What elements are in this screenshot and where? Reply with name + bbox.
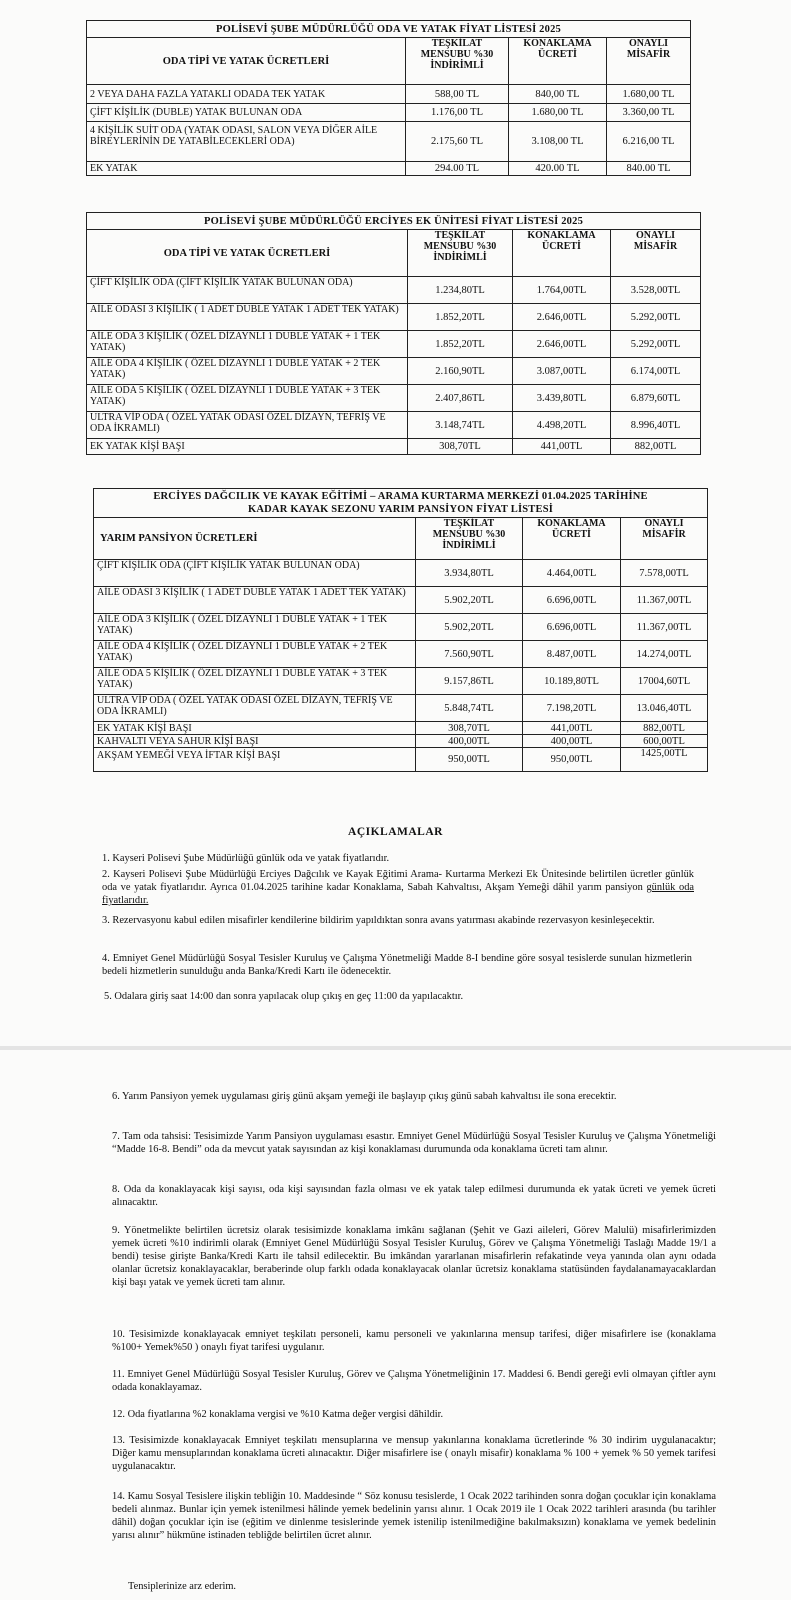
table-title: ERCİYES DAĞCILIK VE KAYAK EĞİTİMİ – ARAMA KURTARMA MERKEZİ 01.04.2025 TARİHİNE KADAR KAYAK SEZONU YARIM PANSİYON FİYAT LİSTESİ (94, 489, 708, 518)
room-name: ÇİFT KİŞİLİK ODA (ÇİFT KİŞİLİK YATAK BULUNAN ODA) (87, 277, 408, 304)
guest-price: 17004,60TL (621, 668, 708, 695)
price-table-ski-season-half-board (93, 488, 708, 772)
header-room-type: ODA TİPİ VE YATAK ÜCRETLERİ (87, 230, 408, 277)
accommodation-price: 400,00TL (523, 735, 621, 748)
price-table-erciyes-annex (86, 212, 701, 455)
member-price: 5.902,20TL (416, 587, 523, 614)
accommodation-price: 3.108,00 TL (509, 122, 607, 162)
note-6: 6. Yarım Pansiyon yemek uygulaması giriş günü akşam yemeği ile başlayıp çıkış günü sabah kahvaltısı ile sona erecektir. (112, 1091, 617, 1102)
table-row (94, 560, 708, 587)
note-13: 13. Tesisimizde konaklayacak Emniyet teşkilatı mensuplarına ve mensup yakınlarına konaklama ücretlerinde % 30 indirim uygulanacaktır; Diğer kamu mensuplarından konaklama ücreti alınacaktır. Diğer misafirlere ise ( onaylı misafir) konaklama % 100 + yemek % 50 yemek tarifesi uygulanacaktır. (112, 1435, 716, 1472)
note-11: 11. Emniyet Genel Müdürlüğü Sosyal Tesisler Kuruluş, Görev ve Çalışma Yönetmeliğinin 17. Maddesi 6. Bendi gereği evli olmayan çiftler aynı odada konaklayamaz. (112, 1369, 716, 1393)
room-name: AİLE ODA 4 KİŞİLİK ( ÖZEL DİZAYNLI 1 DUBLE YATAK + 2 TEK YATAK) (87, 358, 408, 385)
note-4: 4. Emniyet Genel Müdürlüğü Sosyal Tesisler Kuruluş ve Çalışma Yönetmeliği Madde 8-I bendine göre sosyal tesislerde sunulan hizmetlerin bedeli hizmetlerin sunulduğu anda Banka/Kredi Kartı ile ödenecektir. (102, 953, 692, 977)
room-name: AİLE ODA 3 KİŞİLİK ( ÖZEL DİZAYNLI 1 DUBLE YATAK + 1 TEK YATAK) (87, 331, 408, 358)
accommodation-price: 2.646,00TL (513, 304, 611, 331)
guest-price: 5.292,00TL (611, 304, 701, 331)
room-name: 4 KİŞİLİK SUİT ODA (YATAK ODASI, SALON VEYA DİĞER AİLE BİREYLERİNİN DE YATABİLECEKLERİ ODA) (87, 122, 406, 162)
member-price: 5.848,74TL (416, 695, 523, 722)
accommodation-price: 950,00TL (523, 748, 621, 772)
header-accommodation-fee: KONAKLAMA ÜCRETİ (523, 518, 621, 560)
member-price: 308,70TL (416, 722, 523, 735)
guest-price: 14.274,00TL (621, 641, 708, 668)
guest-price: 3.528,00TL (611, 277, 701, 304)
accommodation-price: 3.087,00TL (513, 358, 611, 385)
member-price: 308,70TL (408, 439, 513, 455)
header-approved-guest: ONAYLI MİSAFİR (611, 230, 701, 277)
table-row (87, 412, 701, 439)
room-name: ULTRA VİP ODA ( ÖZEL YATAK ODASI ÖZEL DİZAYN, TEFRİŞ VE ODA İKRAMLI) (94, 695, 416, 722)
table-row (87, 85, 691, 104)
table-row (87, 439, 701, 455)
guest-price: 1425,00TL (621, 748, 708, 772)
table-title: POLİSEVİ ŞUBE MÜDÜRLÜĞÜ ERCİYES EK ÜNİTESİ FİYAT LİSTESİ 2025 (87, 213, 701, 230)
member-price: 3.148,74TL (408, 412, 513, 439)
accommodation-price: 420.00 TL (509, 162, 607, 176)
member-price: 1.176,00 TL (406, 104, 509, 122)
header-member-discount: TEŞKİLAT MENSUBU %30 İNDİRİMLİ (408, 230, 513, 277)
explanations-title: AÇIKLAMALAR (348, 826, 443, 838)
accommodation-price: 840,00 TL (509, 85, 607, 104)
member-price: 588,00 TL (406, 85, 509, 104)
guest-price: 6.216,00 TL (607, 122, 691, 162)
accommodation-price: 6.696,00TL (523, 614, 621, 641)
table-row (87, 277, 701, 304)
accommodation-price: 6.696,00TL (523, 587, 621, 614)
guest-price: 882,00TL (611, 439, 701, 455)
header-accommodation-fee: KONAKLAMA ÜCRETİ (513, 230, 611, 277)
accommodation-price: 1.764,00TL (513, 277, 611, 304)
header-member-discount: TEŞKİLAT MENSUBU %30 İNDİRİMLİ (406, 38, 509, 85)
member-price: 1.852,20TL (408, 304, 513, 331)
table-row (87, 358, 701, 385)
note-7: 7. Tam oda tahsisi: Tesisimizde Yarım Pansiyon uygulaması esastır. Emniyet Genel Müdürlüğü Sosyal Tesisler Kuruluş ve Çalışma Yönetmeliği “Madde 16-8. Bendi” oda da mevcut yatak sayısından az kişi konaklaması durumunda oda konaklama ücreti tam alınır. (112, 1131, 716, 1155)
accommodation-price: 10.189,80TL (523, 668, 621, 695)
room-name: EK YATAK KİŞİ BAŞI (87, 439, 408, 455)
room-name: AİLE ODA 3 KİŞİLİK ( ÖZEL DİZAYNLI 1 DUBLE YATAK + 1 TEK YATAK) (94, 614, 416, 641)
member-price: 9.157,86TL (416, 668, 523, 695)
table-title: POLİSEVİ ŞUBE MÜDÜRLÜĞÜ ODA VE YATAK FİYAT LİSTESİ 2025 (87, 21, 691, 38)
header-approved-guest: ONAYLI MİSAFİR (607, 38, 691, 85)
guest-price: 3.360,00 TL (607, 104, 691, 122)
room-name: ULTRA VİP ODA ( ÖZEL YATAK ODASI ÖZEL DİZAYN, TEFRİŞ VE ODA İKRAMLI) (87, 412, 408, 439)
member-price: 400,00TL (416, 735, 523, 748)
member-price: 950,00TL (416, 748, 523, 772)
guest-price: 6.174,00TL (611, 358, 701, 385)
table-row (87, 104, 691, 122)
table-row (87, 122, 691, 162)
note-12: 12. Oda fiyatlarına %2 konaklama vergisi ve %10 Katma değer vergisi dâhildir. (112, 1409, 444, 1420)
accommodation-price: 3.439,80TL (513, 385, 611, 412)
member-price: 2.175,60 TL (406, 122, 509, 162)
table-row (87, 304, 701, 331)
accommodation-price: 8.487,00TL (523, 641, 621, 668)
table-row (94, 614, 708, 641)
accommodation-price: 1.680,00 TL (509, 104, 607, 122)
room-name: EK YATAK (87, 162, 406, 176)
member-price: 294.00 TL (406, 162, 509, 176)
table-row (94, 735, 708, 748)
note-3: 3. Rezervasyonu kabul edilen misafirler kendilerine bildirim yapıldıktan sonra avans yatırması akabinde rezervasyon kesinleşecektir. (102, 915, 655, 926)
accommodation-price: 2.646,00TL (513, 331, 611, 358)
guest-price: 11.367,00TL (621, 614, 708, 641)
member-price: 2.407,86TL (408, 385, 513, 412)
room-name: EK YATAK KİŞİ BAŞI (94, 722, 416, 735)
member-price: 3.934,80TL (416, 560, 523, 587)
guest-price: 600,00TL (621, 735, 708, 748)
header-member-discount: TEŞKİLAT MENSUBU %30 İNDİRİMLİ (416, 518, 523, 560)
table-row (87, 162, 691, 176)
note-5: 5. Odalara giriş saat 14:00 dan sonra yapılacak olup çıkış en geç 11:00 da yapılacaktır. (104, 991, 464, 1002)
guest-price: 882,00TL (621, 722, 708, 735)
note-8: 8. Oda da konaklayacak kişi sayısı, oda kişi sayısından fazla olması ve ek yatak talep edilmesi durumunda ek yatak ücreti ve yemek ücreti alınacaktır. (112, 1184, 716, 1208)
room-name: ÇİFT KİŞİLİK (DUBLE) YATAK BULUNAN ODA (87, 104, 406, 122)
header-room-type: ODA TİPİ VE YATAK ÜCRETLERİ (87, 38, 406, 85)
room-name: AİLE ODA 4 KİŞİLİK ( ÖZEL DİZAYNLI 1 DUBLE YATAK + 2 TEK YATAK) (94, 641, 416, 668)
note-9: 9. Yönetmelikte belirtilen ücretsiz olarak tesisimizde konaklama imkânı sağlanan (Şehit ve Gazi aileleri, Görev Malulü) misafirlerimizden yemek ücreti %10 indirimli olarak (Emniyet Genel Müdürlüğü Sosyal Tesisler Kuruluş, Görev ve Çalışma Yönetmeliği Taslağı Madde 19/1 a bendi) tesise girişte Banka/Kredi Kartı ile tahsil edilecektir. Bu imkândan yararlanan misafirlerin refakatinde veya yanında olan aynı odada olanlar ücretsiz konaklayacaklar, beraberinde olup farklı odada konaklayacak olanlar ücretsiz konaklama statüsünden faydalanamayacaklardan kişi başı yatak ve yemek ücreti tam alınır. (112, 1225, 716, 1288)
header-accommodation-fee: KONAKLAMA ÜCRETİ (509, 38, 607, 85)
header-half-board: YARIM PANSİYON ÜCRETLERİ (94, 518, 416, 560)
table-row (87, 331, 701, 358)
guest-price: 13.046,40TL (621, 695, 708, 722)
guest-price: 7.578,00TL (621, 560, 708, 587)
room-name: AİLE ODASI 3 KİŞİLİK ( 1 ADET DUBLE YATAK 1 ADET TEK YATAK) (94, 587, 416, 614)
accommodation-price: 4.464,00TL (523, 560, 621, 587)
room-name: AİLE ODA 5 KİŞİLİK ( ÖZEL DİZAYNLI 1 DUBLE YATAK + 3 TEK YATAK) (94, 668, 416, 695)
note-10: 10. Tesisimizde konaklayacak emniyet teşkilatı personeli, kamu personeli ve yakınlarına mensup tarifesi, diğer misafirlere ise (konaklama %100+ Yemek%50 ) onaylı fiyat tarifesi uygulanır. (112, 1329, 716, 1353)
accommodation-price: 441,00TL (523, 722, 621, 735)
guest-price: 6.879,60TL (611, 385, 701, 412)
note-14: 14. Kamu Sosyal Tesislere ilişkin tebliğin 10. Maddesinde “ Söz konusu tesislerde, 1 Ocak 2022 tarihinden sonra doğan çocuklar için konaklama bedeli alınmaz. Bunlar için yemek istenilmesi hâlinde yemek bedelinin yarısı alınır. 1 Ocak 2019 ile 1 Ocak 2022 tarihleri arasında (bu tarihler dâhil) doğan çocuklar için ise (eğitim ve dinlenme tesislerinde yemek istenilip istenilmediğine bakılmaksızın) konaklama ve yemek bedelinin yarısı alınır” hükmüne istinaden tebliğde belirtilen ücret alınır. (112, 1491, 716, 1541)
member-price: 1.852,20TL (408, 331, 513, 358)
member-price: 5.902,20TL (416, 614, 523, 641)
guest-price: 1.680,00 TL (607, 85, 691, 104)
accommodation-price: 7.198,20TL (523, 695, 621, 722)
member-price: 2.160,90TL (408, 358, 513, 385)
table-row (94, 641, 708, 668)
table-row (94, 695, 708, 722)
guest-price: 840.00 TL (607, 162, 691, 176)
table-row (94, 587, 708, 614)
member-price: 1.234,80TL (408, 277, 513, 304)
room-name: 2 VEYA DAHA FAZLA YATAKLI ODADA TEK YATAK (87, 85, 406, 104)
room-name: AKŞAM YEMEĞİ VEYA İFTAR KİŞİ BAŞI (94, 748, 416, 772)
closing-line: Tensiplerinize arz ederim. (128, 1581, 237, 1592)
table-row (94, 668, 708, 695)
note-2: 2. Kayseri Polisevi Şube Müdürlüğü Erciyes Dağcılık ve Kayak Eğitimi Arama- Kurtarma Merkezi Ek Ünitesinde belirtilen ücretler günlük oda ve yatak fiyatlarıdır. Ayrıca 01.04.2025 tarihine kadar Konaklama, Sabah Kahvaltısı, Akşam Yemeği dâhil yarım pansiyon günlük oda fiyatlarıdır. (102, 869, 694, 906)
room-name: AİLE ODASI 3 KİŞİLİK ( 1 ADET DUBLE YATAK 1 ADET TEK YATAK) (87, 304, 408, 331)
guest-price: 8.996,40TL (611, 412, 701, 439)
guest-price: 5.292,00TL (611, 331, 701, 358)
table-row (94, 722, 708, 735)
note-1: 1. Kayseri Polisevi Şube Müdürlüğü günlük oda ve yatak fiyatlarıdır. (102, 853, 390, 864)
header-approved-guest: ONAYLI MİSAFİR (621, 518, 708, 560)
price-table-polisevi (86, 20, 691, 176)
accommodation-price: 441,00TL (513, 439, 611, 455)
table-row (87, 385, 701, 412)
table-row (94, 748, 708, 772)
member-price: 7.560,90TL (416, 641, 523, 668)
accommodation-price: 4.498,20TL (513, 412, 611, 439)
document-page-2 (0, 1050, 791, 1600)
room-name: ÇİFT KİŞİLİK ODA (ÇİFT KİŞİLİK YATAK BULUNAN ODA) (94, 560, 416, 587)
room-name: KAHVALTI VEYA SAHUR KİŞİ BAŞI (94, 735, 416, 748)
room-name: AİLE ODA 5 KİŞİLİK ( ÖZEL DİZAYNLI 1 DUBLE YATAK + 3 TEK YATAK) (87, 385, 408, 412)
guest-price: 11.367,00TL (621, 587, 708, 614)
